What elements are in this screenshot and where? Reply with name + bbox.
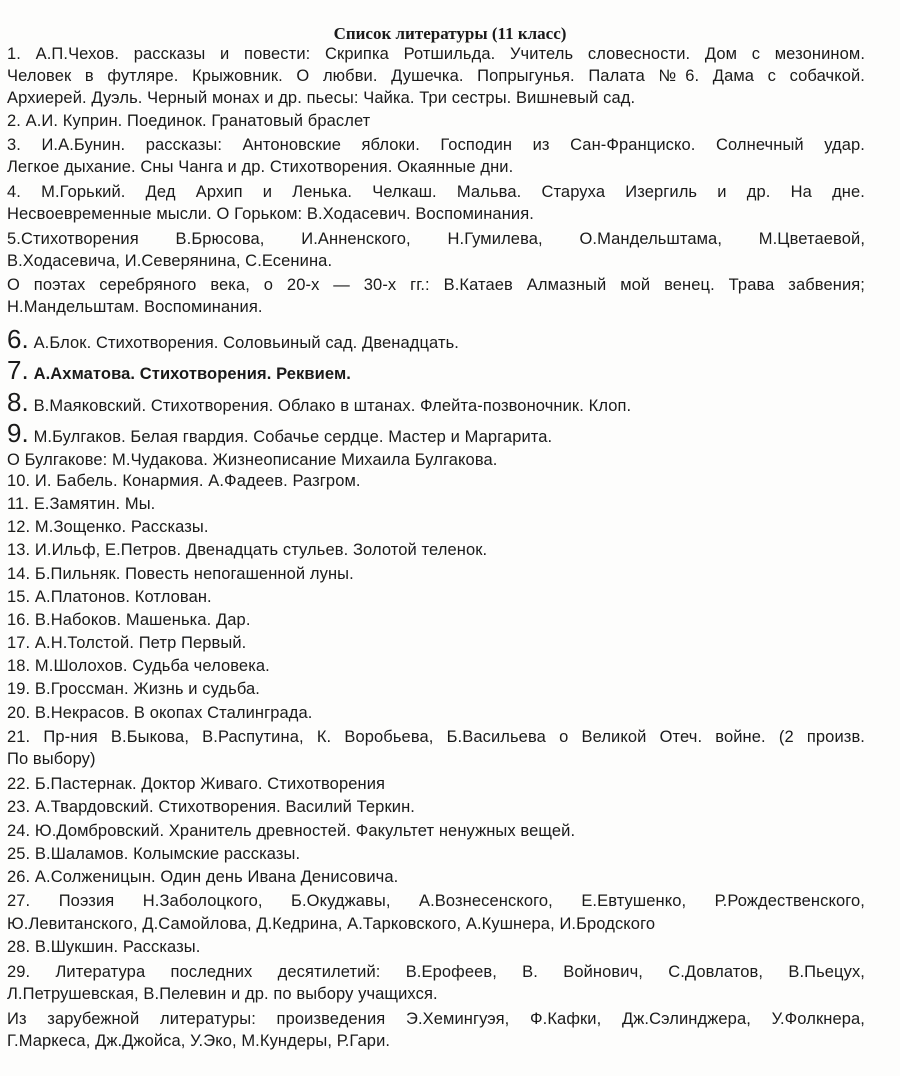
item-6-number: 6. <box>7 324 29 354</box>
item-9-number: 9. <box>7 418 29 448</box>
item-23: 23. А.Твардовский. Стихотворения. Василий Теркин. <box>7 798 415 816</box>
item-5-line-4: Н.Мандельштам. Воспоминания. <box>7 298 263 316</box>
bulgakov-note: О Булгакове: М.Чудакова. Жизнеописание Михаила Булгакова. <box>7 451 498 469</box>
item-16: 16. В.Набоков. Машенька. Дар. <box>7 611 251 629</box>
item-8-number: 8. <box>7 387 29 417</box>
item-5-line-1: 5.Стихотворения В.Брюсова, И.Анненского, Н.Гумилева, О.Мандельштама, М.Цветаевой, <box>7 230 865 248</box>
item-28: 28. В.Шукшин. Рассказы. <box>7 938 201 956</box>
item-11: 11. Е.Замятин. Мы. <box>7 495 156 513</box>
item-21-line-2: По выбору) <box>7 750 96 768</box>
foreign-lit-line-2: Г.Маркеса, Дж.Джойса, У.Эко, М.Кундеры, Р.Гари. <box>7 1032 391 1050</box>
item-3-line-1: 3. И.А.Бунин. рассказы: Антоновские яблоки. Господин из Сан-Франциско. Солнечный удар. <box>7 136 865 154</box>
item-9 <box>7 420 552 447</box>
item-21-line-1: 21. Пр-ния В.Быкова, В.Распутина, К. Воробьева, Б.Васильева о Великой Отеч. войне. (2 произв. <box>7 728 865 746</box>
item-4-line-1: 4. М.Горький. Дед Архип и Ленька. Челкаш. Мальва. Старуха Изергиль и др. На дне. <box>7 183 865 201</box>
item-7-text: А.Ахматова. Стихотворения. Реквием. <box>28 365 351 383</box>
item-12: 12. М.Зощенко. Рассказы. <box>7 518 209 536</box>
item-24: 24. Ю.Домбровский. Хранитель древностей. Факультет ненужных вещей. <box>7 822 576 840</box>
item-17: 17. А.Н.Толстой. Петр Первый. <box>7 634 247 652</box>
item-7-number: 7. <box>7 355 29 385</box>
item-6-text: А.Блок. Стихотворения. Соловьиный сад. Двенадцать. <box>28 334 459 352</box>
item-25: 25. В.Шаламов. Колымские рассказы. <box>7 845 301 863</box>
item-29-line-2: Л.Петрушевская, В.Пелевин и др. по выбору учащихся. <box>7 985 438 1003</box>
item-18: 18. М.Шолохов. Судьба человека. <box>7 657 270 675</box>
item-1-line-2: Человек в футляре. Крыжовник. О любви. Душечка. Попрыгунья. Палата №6. Дама с собачкой. <box>7 67 865 85</box>
item-7 <box>7 357 351 384</box>
item-5-line-3: О поэтах серебряного века, о 20-х — 30-х гг.: В.Катаев Алмазный мой венец. Трава забвения; <box>7 276 865 294</box>
item-19: 19. В.Гроссман. Жизнь и судьба. <box>7 680 260 698</box>
item-13: 13. И.Ильф, Е.Петров. Двенадцать стульев. Золотой теленок. <box>7 541 488 559</box>
item-6 <box>7 326 459 353</box>
item-4-line-2: Несвоевременные мысли. О Горьком: В.Ходасевич. Воспоминания. <box>7 205 534 223</box>
item-29-line-1: 29. Литература последних десятилетий: В.Ерофеев, В. Войнович, С.Довлатов, В.Пьецух, <box>7 963 865 981</box>
item-9-text: М.Булгаков. Белая гвардия. Собачье сердце. Мастер и Маргарита. <box>28 428 553 446</box>
item-15: 15. А.Платонов. Котлован. <box>7 588 212 606</box>
document-title: Список литературы (11 класс) <box>333 24 567 43</box>
foreign-lit-line-1: Из зарубежной литературы: произведения Э.Хемингуэя, Ф.Кафки, Дж.Сэлинджера, У.Фолкнера, <box>7 1010 865 1028</box>
item-14: 14. Б.Пильняк. Повесть непогашенной луны. <box>7 565 354 583</box>
item-10: 10. И. Бабель. Конармия. А.Фадеев. Разгром. <box>7 472 361 490</box>
item-5-line-2: В.Ходасевича, И.Северянина, С.Есенина. <box>7 252 333 270</box>
item-20: 20. В.Некрасов. В окопах Сталинграда. <box>7 704 313 722</box>
item-27-line-1: 27. Поэзия Н.Заболоцкого, Б.Окуджавы, А.Вознесенского, Е.Евтушенко, Р.Рождественского, <box>7 892 865 910</box>
item-8 <box>7 389 631 416</box>
item-3-line-2: Легкое дыхание. Сны Чанга и др. Стихотворения. Окаянные дни. <box>7 158 514 176</box>
item-1-line-1: 1. А.П.Чехов. рассказы и повести: Скрипка Ротшильда. Учитель словесности. Дом с мезонином. <box>7 45 865 63</box>
item-22: 22. Б.Пастернак. Доктор Живаго. Стихотворения <box>7 775 386 793</box>
item-1-line-3: Архиерей. Дуэль. Черный монах и др. пьесы: Чайка. Три сестры. Вишневый сад. <box>7 89 636 107</box>
item-2-line-1: 2. А.И. Куприн. Поединок. Гранатовый браслет <box>7 112 371 130</box>
item-26: 26. А.Солженицын. Один день Ивана Денисовича. <box>7 868 399 886</box>
item-27-line-2: Ю.Левитанского, Д.Самойлова, Д.Кедрина, А.Тарковского, А.Кушнера, И.Бродского <box>7 915 656 933</box>
item-8-text: В.Маяковский. Стихотворения. Облако в штанах. Флейта-позвоночник. Клоп. <box>28 397 632 415</box>
